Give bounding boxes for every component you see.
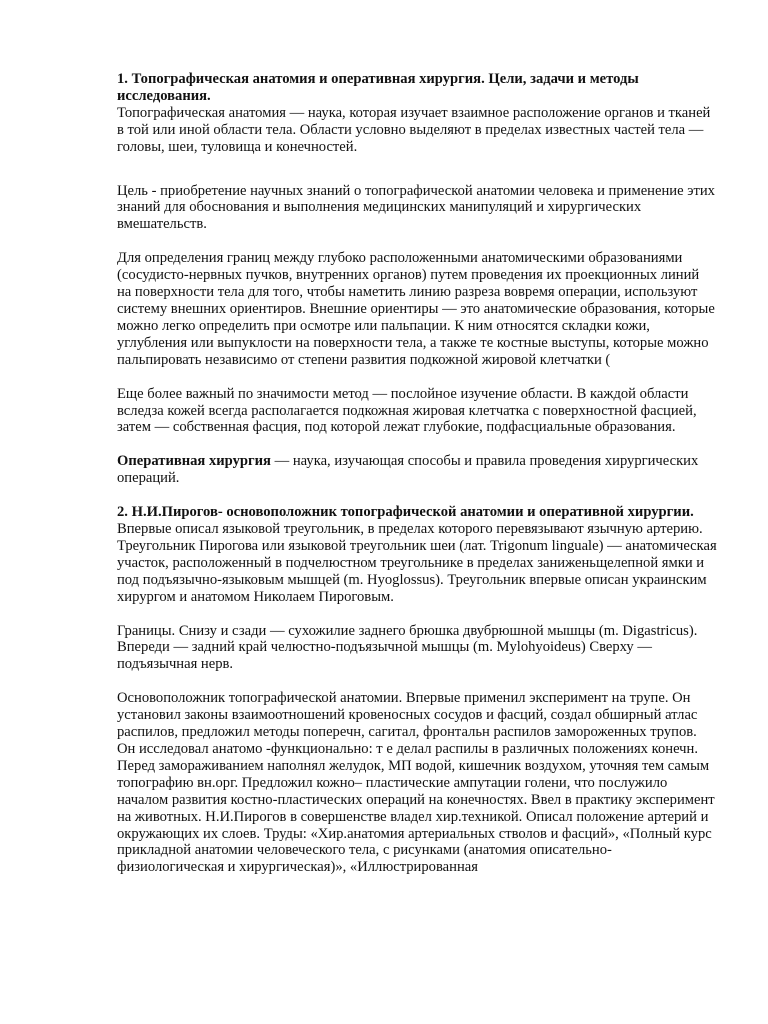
section2-first-paragraph: Впервые описал языковой треугольник, в пределах которого перевязывают язычную артерию. [117, 521, 703, 538]
surgery-definition: — наука, изучающая способы и правила проведения хирургических операций. [117, 453, 699, 487]
spacer [117, 673, 717, 690]
spacer [117, 233, 717, 250]
section2-borders-paragraph: Границы. Снизу и сзади — сухожилие заднего брюшка двубрюшной мышцы (m. Digastricus). Впереди — задний край челюстно-подъязычной мышцы (m. Mylohyoideus) Сверху — подъязычная нерв. [117, 622, 698, 673]
section1-landmarks-paragraph: Для определения границ между глубоко расположенными анатомическими образованиями (сосудисто-нервных пучков, внутренних органов) путем проведения их проекционных линий на поверхности тела для того, чтобы наметить линию разреза вовремя операции, используют систему внешних ориентиров. Внешние ориентиры — это анатомические образования, которые можно легко определить при осмотре или пальпации. К ним относятся складки кожи, углубления или выпуклости на поверхности тела, а также те костные выступы, которые можно пальпировать независимо от степени развития подкожной жировой клетчатки ( [117, 250, 715, 368]
section2-founder-paragraph: Основоположник топографической анатомии. Впервые применил эксперимент на трупе. Он установил законы взаимоотношений кровеносных сосудов и фасций, создал обширный атлас распилов, предложил методы поперечн, сагитал, фронтальн распилов замороженных трупов. Он исследовал анатомо -функционально: т е делал распилы в различных положениях конечн. Перед замораживанием наполнял желудок, МП водой, кишечник воздухом, уточняя тем самым топографию вн.орг. Предложил кожно– пластические ампутации голени, что послужило началом развития костно-пластических операций на конечностях. Ввел в практику эксперимент на животных. Н.И.Пирогов в совершенстве владел хир.техникой. Описал положение артерий и окружающих их слоев. Труды: «Хир.анатомия артериальных стволов и фасций», «Полный курс прикладной анатомии человеческого тела, с рисунками (анатомия описательно-физиологическая и хирургическая)», «Иллюстрированная [117, 690, 715, 876]
section2-heading: 2. Н.И.Пирогов- основоположник топографической анатомии и оперативной хирургии. [117, 504, 694, 521]
section1-heading: 1. Топографическая анатомия и оперативная хирургия. Цели, задачи и методы исследования. [117, 71, 639, 104]
section1-intro-paragraph: Топографическая анатомия — наука, которая изучает взаимное расположение органов и тканей в той или иной области тела. Области условно выделяют в пределах известных частей тела — головы, шеи, туловища и конечностей. [117, 104, 711, 155]
section1-surgery-paragraph [117, 453, 717, 487]
spacer [117, 156, 717, 183]
surgery-term: Оперативная хирургия [117, 453, 271, 470]
document-page [117, 71, 717, 876]
section2-triangle-paragraph: Треугольник Пирогова или языковой треугольник шеи (лат. Trigonum linguale) — анатомическая участок, расположенный в подчелюстном треугольнике в пределах заниженьщелепной ямки и под подъязычно-языковым мышцей (m. Hyoglossus). Треугольник впервые описан украинским хирургом и анатомом Николаем Пироговым. [117, 537, 717, 605]
spacer [117, 369, 717, 386]
spacer [117, 487, 717, 504]
section1-goal-paragraph: Цель - приобретение научных знаний о топографической анатомии человека и применение этих знаний для обоснования и выполнения медицинских манипуляций и хирургических вмешательств. [117, 182, 715, 233]
spacer [117, 436, 717, 453]
spacer [117, 606, 717, 623]
section1-layered-paragraph: Еще более важный по значимости метод — послойное изучение области. В каждой области вследза кожей всегда располагается подкожная жировая клетчатка с поверхностной фасцией, затем — собственная фасция, под которой лежат глубокие, подфасциальные образования. [117, 385, 697, 436]
